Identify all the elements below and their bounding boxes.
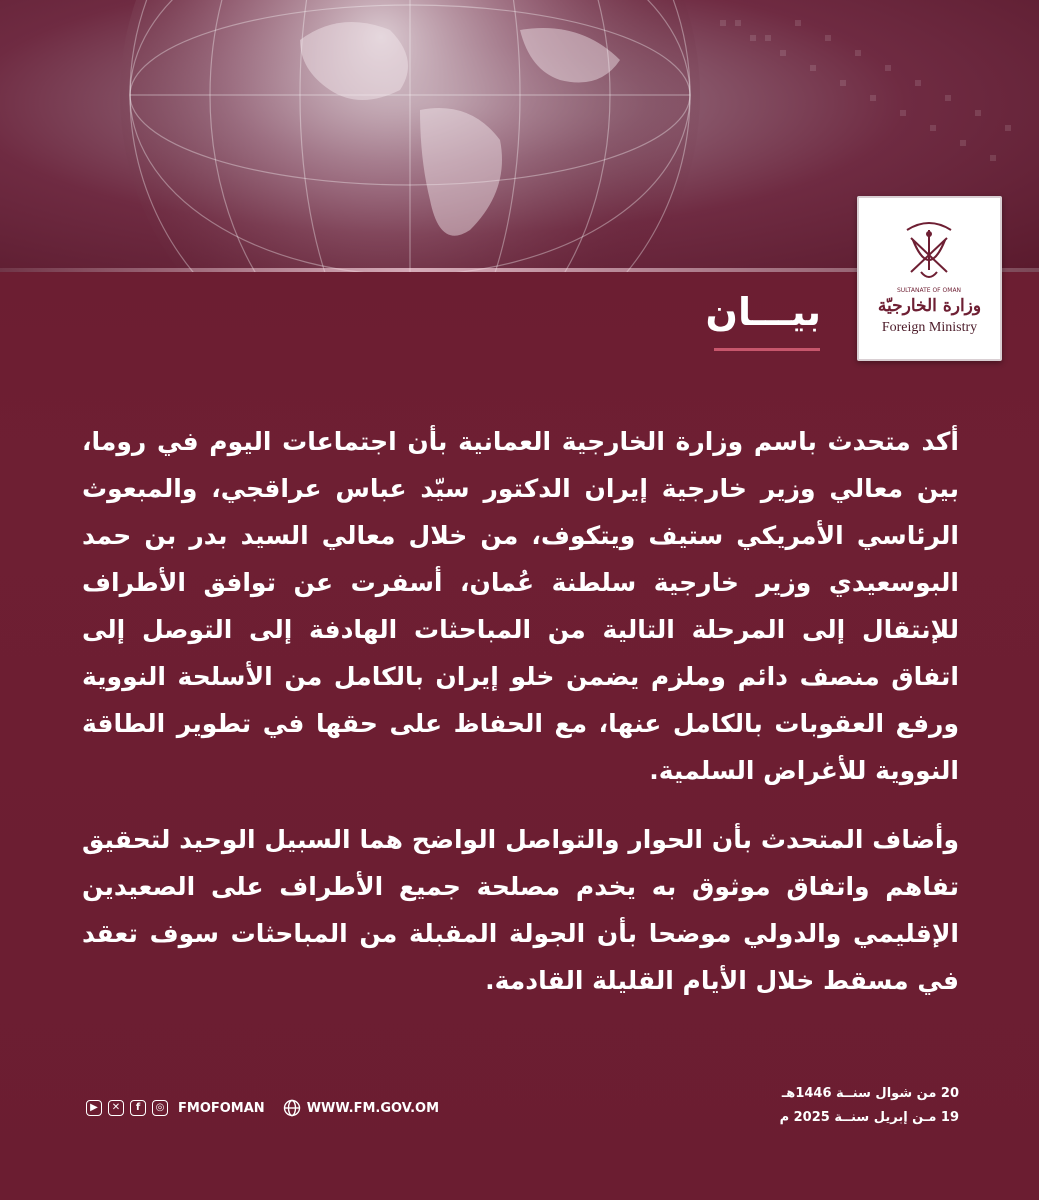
footer-contacts: [86, 1097, 439, 1119]
hijri-date: 20 من شوال سنــة 1446هـ: [781, 1086, 959, 1101]
ministry-name-ar: وزارة الخارجيّة: [877, 296, 982, 316]
ministry-logo-card: [857, 196, 1002, 361]
statement-dates: [719, 1082, 959, 1130]
title-underline: [714, 348, 820, 351]
oman-emblem-icon: [893, 210, 965, 300]
gregorian-date: 19 مـن إبريل سنــة 2025 م: [779, 1110, 959, 1125]
social-handle[interactable]: FMOFOMAN: [178, 1100, 265, 1116]
body-paragraph: أكد متحدث باسم وزارة الخارجية العمانية بأن اجتماعات اليوم في روما، بين معالي وزير خارجية إيران الدكتور سيّد عباس عراقجي، والمبعوث الرئاسي الأمريكي ستيف ويتكوف، من خلال معالي السيد بدر بن حمد البوسعيدي وزير خارجية سلطنة عُمان، أسفرت عن توافق الأطراف للإنتقال إلى المرحلة التالية من المباحثات الهادفة إلى التوصل إلى اتفاق منصف دائم وملزم يضمن خلو إيران بالكامل من الأسلحة النووية ورفع العقوبات بالكامل عنها، مع الحفاظ على حقها في تطوير الطاقة النووية للأغراض السلمية.: [82, 427, 959, 785]
statement-title: بيـــان: [705, 290, 821, 334]
facebook-icon[interactable]: f: [130, 1100, 146, 1116]
emblem-caption: SULTANATE OF OMAN: [896, 287, 962, 294]
ministry-name-en: Foreign Ministry: [881, 320, 978, 335]
instagram-icon[interactable]: ◎: [152, 1100, 168, 1116]
body-paragraph: وأضاف المتحدث بأن الحوار والتواصل الواضح هما السبيل الوحيد لتحقيق تفاهم واتفاق موثوق به يخدم مصلحة جميع الأطراف على الصعيدين الإقليمي والدولي موضحا بأن الجولة المقبلة من المباحثات سوف تعقد في مسقط خلال الأيام القليلة القادمة.: [82, 825, 959, 995]
x-icon[interactable]: ✕: [108, 1100, 124, 1116]
youtube-icon[interactable]: ▶: [86, 1100, 102, 1116]
website-link[interactable]: WWW.FM.GOV.OM: [306, 1100, 440, 1116]
statement-body: [82, 418, 959, 1004]
globe-icon: [283, 1099, 301, 1117]
